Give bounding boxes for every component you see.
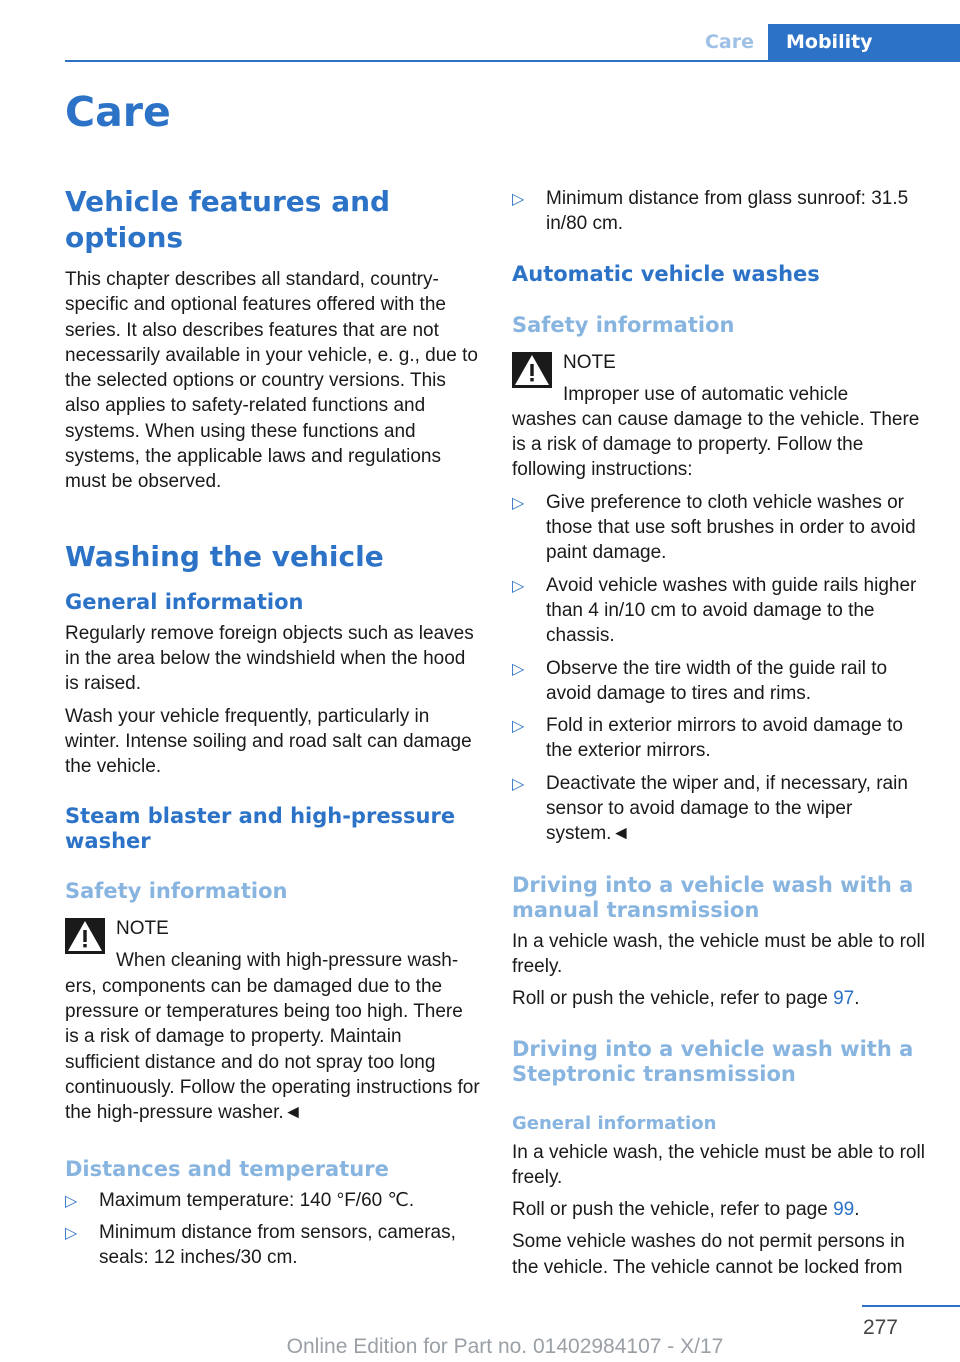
right-column bbox=[512, 186, 932, 1280]
triangle-bullet-icon: ▷ bbox=[65, 1190, 78, 1210]
note-text-first-line: When cleaning with high-pressure wash- bbox=[116, 950, 459, 972]
list-item: ▷ Minimum distance from glass sunroof: 31.5 in/80 cm. bbox=[512, 188, 909, 235]
list-item: ▷ Avoid vehicle washes with guide rails higher than 4 in/10 cm to avoid damage to the chassis. bbox=[512, 574, 917, 647]
tab-care[interactable]: Care bbox=[689, 24, 768, 61]
heading-washing-vehicle: Washing the vehicle bbox=[65, 539, 384, 573]
triangle-bullet-icon: ▷ bbox=[512, 575, 525, 595]
page-number: 277 bbox=[862, 1316, 898, 1339]
note-label: NOTE bbox=[116, 918, 169, 940]
paragraph-steptronic-2: Roll or push the vehicle, refer to page 99. bbox=[512, 1199, 860, 1221]
triangle-bullet-icon: ▷ bbox=[65, 1222, 78, 1242]
left-column bbox=[65, 184, 481, 1270]
triangle-bullet-icon: ▷ bbox=[512, 773, 525, 793]
warning-triangle-icon bbox=[65, 918, 105, 954]
tab-mobility[interactable]: Mobility bbox=[768, 24, 960, 61]
heading-manual-transmission: Driving into a vehicle wash with a manual transmission bbox=[512, 872, 914, 922]
triangle-bullet-icon: ▷ bbox=[512, 658, 525, 678]
warning-triangle-icon bbox=[512, 352, 552, 388]
wash-instructions-list bbox=[512, 490, 932, 847]
heading-steam-blaster: Steam blaster and high-pressure washer bbox=[65, 804, 456, 854]
paragraph-general-2: Wash your vehicle frequently, particularly in winter. Intense soiling and road salt can damage the vehicle. bbox=[65, 705, 472, 778]
page-link[interactable]: 99 bbox=[833, 1199, 855, 1221]
paragraph-general-1: Regularly remove foreign objects such as leaves in the area below the windshield when the hood is raised. bbox=[65, 622, 474, 695]
note-text: ers, components can be damaged due to the pressure or temperatures being too high. There is a risk of damage to property. Maintain sufficient distance and do not spray too long continuously. Follow the operating instructions for the high-pressure washer.◄ bbox=[65, 975, 480, 1124]
paragraph-steptronic-3: Some vehicle washes do not permit persons in the vehicle. The vehicle cannot be locked from bbox=[512, 1231, 905, 1278]
triangle-bullet-icon: ▷ bbox=[512, 492, 525, 512]
distances-list bbox=[65, 1188, 481, 1271]
note-label: NOTE bbox=[563, 351, 616, 373]
paragraph-manual-1: In a vehicle wash, the vehicle must be able to roll freely. bbox=[512, 930, 925, 977]
triangle-bullet-icon: ▷ bbox=[512, 716, 525, 736]
sunroof-list bbox=[512, 186, 932, 237]
list-item: ▷ Maximum temperature: 140 °F/60 ℃. bbox=[65, 1188, 481, 1213]
list-item: ▷ Fold in exterior mirrors to avoid damage to the exterior mirrors. bbox=[512, 715, 903, 762]
list-item: ▷ Give preference to cloth vehicle washes or those that use soft brushes in order to avoid paint damage. bbox=[512, 491, 916, 564]
note-block bbox=[512, 346, 932, 407]
heading-vehicle-features: Vehicle features and options bbox=[65, 185, 391, 254]
heading-safety-information: Safety information bbox=[65, 879, 288, 904]
heading-automatic-washes: Automatic vehicle washes bbox=[512, 261, 820, 286]
heading-general-information: General information bbox=[512, 1112, 717, 1134]
triangle-bullet-icon: ▷ bbox=[512, 189, 525, 208]
note-block bbox=[65, 912, 481, 973]
footer-edition: Online Edition for Part no. 01402984107 - X/17 bbox=[286, 1335, 724, 1358]
page-link[interactable]: 97 bbox=[833, 988, 855, 1010]
header-divider bbox=[65, 60, 960, 62]
list-item: ▷ Observe the tire width of the guide rail to avoid damage to tires and rims. bbox=[512, 657, 888, 704]
paragraph-vehicle-features: This chapter describes all standard, country-specific and optional features offered with the series. It also describes features that are not necessarily available in your vehicle, e. g., due to the selected options or country versions. This also applies to safety-related functions and systems. When using these functions and systems, the applicable laws and regulations must be observed. bbox=[65, 269, 478, 493]
chapter-title: Care bbox=[65, 88, 171, 136]
list-item: ▷ Minimum distance from sensors, cameras, seals: 12 inches/30 cm. bbox=[65, 1221, 456, 1269]
note-text-first-line: Improper use of automatic vehicle bbox=[563, 383, 849, 405]
page-number-rule bbox=[862, 1305, 960, 1307]
heading-steptronic-transmission: Driving into a vehicle wash with a Steptronic transmission bbox=[512, 1036, 914, 1086]
paragraph-manual-2: Roll or push the vehicle, refer to page 97. bbox=[512, 988, 860, 1010]
note-text: washes can cause damage to the vehicle. There is a risk of damage to property. Follow the following instructions: bbox=[512, 408, 920, 481]
heading-general-information: General information bbox=[65, 589, 304, 614]
paragraph-steptronic-1: In a vehicle wash, the vehicle must be able to roll freely. bbox=[512, 1141, 925, 1188]
heading-safety-information: Safety information bbox=[512, 312, 735, 337]
heading-distances-temperature: Distances and temperature bbox=[65, 1156, 389, 1181]
list-item: ▷ Deactivate the wiper and, if necessary, rain sensor to avoid damage to the wiper system.◄ bbox=[512, 772, 908, 845]
header-tabs bbox=[689, 24, 960, 61]
